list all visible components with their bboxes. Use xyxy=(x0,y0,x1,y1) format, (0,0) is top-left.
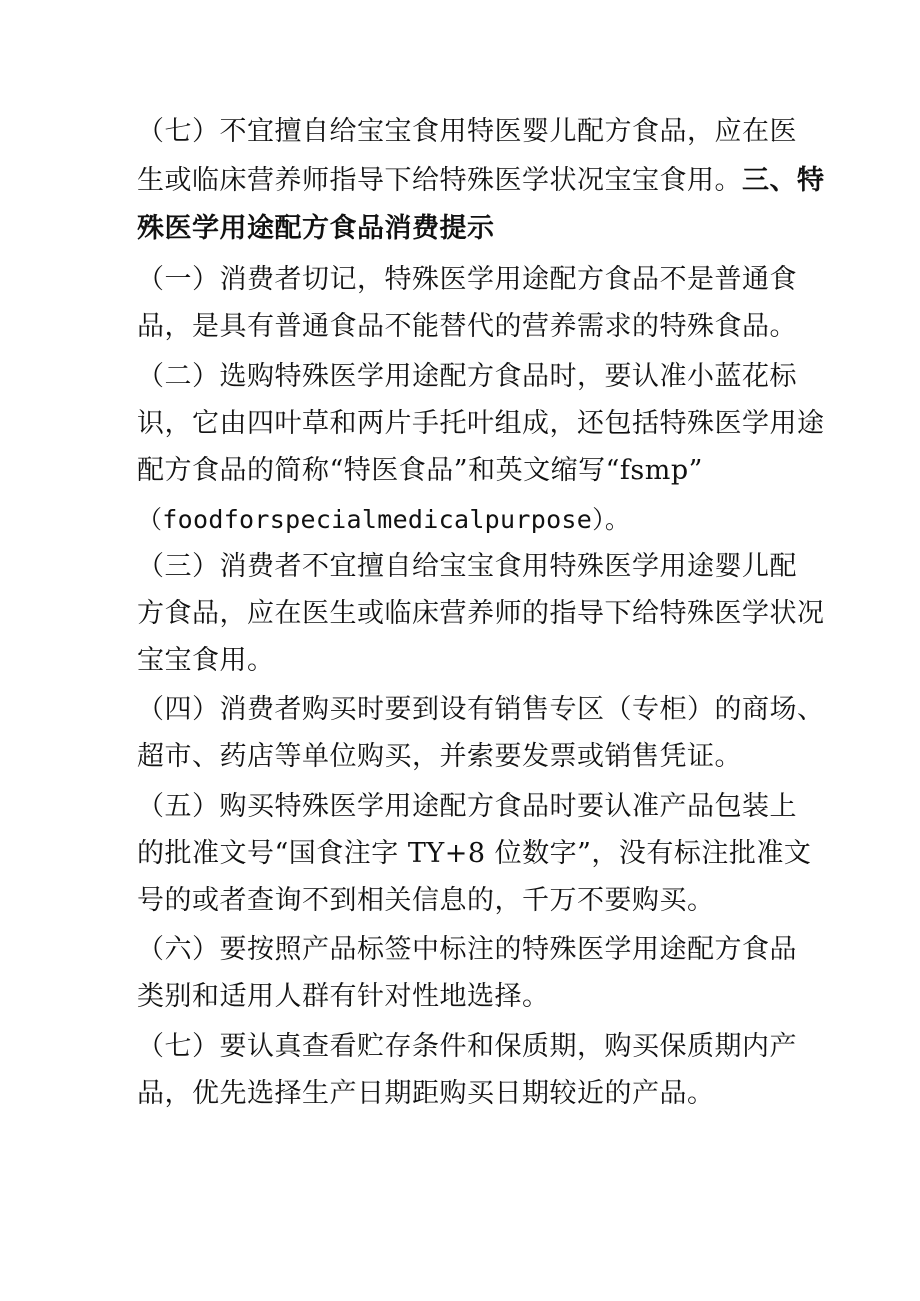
item-3-line-1: （三）消费者不宜擅自给宝宝食用特殊医学用途婴儿配 xyxy=(137,551,797,582)
item-5-line-2: 的批准文号“国食注字 TY+8 位数字”，没有标注批准文 xyxy=(137,838,812,869)
item-2-line-1: （二）选购特殊医学用途配方食品时，要认准小蓝花标 xyxy=(137,361,797,392)
section-heading-start: 三、特 xyxy=(742,165,825,196)
item-4-line-2: 超市、药店等单位购买，并索要发票或销售凭证。 xyxy=(137,741,742,772)
prior-section-7-line-2 xyxy=(137,165,825,197)
prior-section-7-line-2-text: 生或临床营养师指导下给特殊医学状况宝宝食用。 xyxy=(137,165,742,196)
item-1-line-1: （一）消费者切记，特殊医学用途配方食品不是普通食 xyxy=(137,264,797,295)
section-heading-end: 殊医学用途配方食品消费提示 xyxy=(137,213,495,244)
item-5-line-3: 号的或者查询不到相关信息的，千万不要购买。 xyxy=(137,885,715,916)
item-3-line-2: 方食品，应在医生或临床营养师的指导下给特殊医学状况 xyxy=(137,598,825,629)
item-6-line-2: 类别和适用人群有针对性地选择。 xyxy=(137,981,550,1012)
item-1-line-2: 品，是具有普通食品不能替代的营养需求的特殊食品。 xyxy=(137,311,797,342)
item-6-line-1: （六）要按照产品标签中标注的特殊医学用途配方食品 xyxy=(137,934,797,965)
item-7-line-1: （七）要认真查看贮存条件和保质期，购买保质期内产 xyxy=(137,1031,797,1062)
item-4-line-1: （四）消费者购买时要到设有销售专区（专柜）的商场、 xyxy=(137,694,825,725)
item-7-line-2: 品，优先选择生产日期距购买日期较近的产品。 xyxy=(137,1078,715,1109)
item-2-line-3: 配方食品的简称“特医食品”和英文缩写“fsmp” xyxy=(137,455,703,486)
item-2-line-4: （foodforspecialmedicalpurpose）。 xyxy=(137,505,631,534)
item-2-line-2: 识，它由四叶草和两片手托叶组成，还包括特殊医学用途 xyxy=(137,408,825,439)
item-5-line-1: （五）购买特殊医学用途配方食品时要认准产品包装上 xyxy=(137,791,797,822)
item-3-line-3: 宝宝食用。 xyxy=(137,645,275,676)
prior-section-7-line-1: （七）不宜擅自给宝宝食用特医婴儿配方食品，应在医 xyxy=(137,116,797,147)
